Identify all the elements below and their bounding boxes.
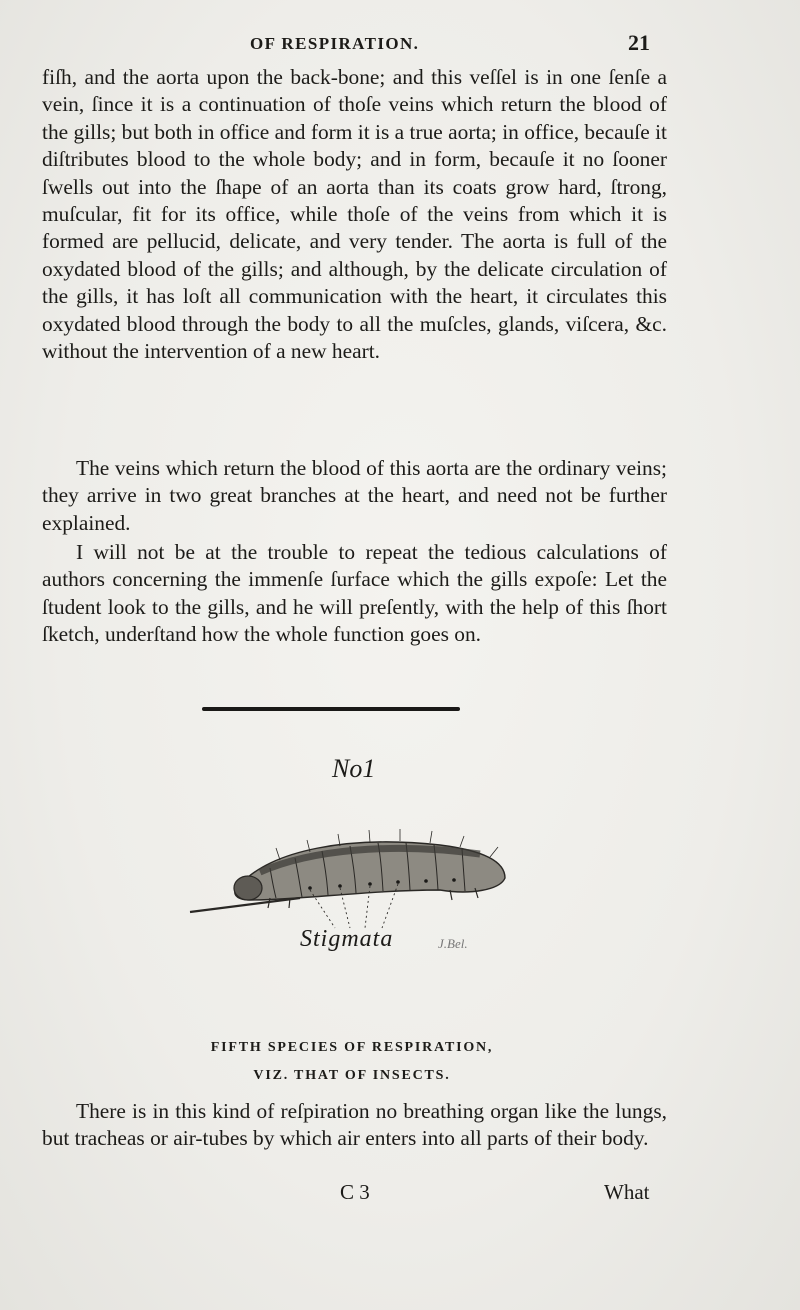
section-heading-line-1: FIFTH SPECIES OF RESPIRATION, (210, 1040, 494, 1055)
body-paragraph-2: The veins which return the blood of this aorta are the ordinary veins; they arrive in two great branches at the heart, and need not be further explained. (42, 456, 667, 535)
figure-caption: Stigmata (300, 926, 394, 952)
page-number: 21 (628, 30, 650, 55)
figure-caterpillar (150, 750, 530, 980)
figure-number: No1 (332, 754, 376, 783)
body-paragraph-1: fiſh, and the aorta upon the back-bone; and this veſſel is in one ſenſe a vein, ſince it is a continuation of thoſe veins which return the blood of the gills; but both in office and form it is a true aorta; in office, becauſe it diſtributes blood to the whole body; and in form, becauſe it no ſooner ſwells out into the ſhape of an aorta than its coats grow hard, ſtrong, muſcular, fit for its office, while thoſe of the veins from which it is formed are pellucid, delicate, and very tender. The aorta is full of the oxydated blood of the gills; and although, by the delicate circulation of the gills, it has loſt all communication with the heart, it circulates this oxydated blood through the body to all the muſcles, glands, viſcera, &c. without the intervention of a new heart. (42, 65, 667, 364)
signature-mark: C 3 (340, 1180, 370, 1204)
separator-rule (202, 707, 460, 711)
section-paragraph: There is in this kind of reſpiration no breathing organ like the lungs, but tracheas or air-tubes by which air enters into all parts of their body. (42, 1099, 667, 1151)
body-paragraph-3: I will not be at the trouble to repeat the tedious calculations of authors concerning the immenſe ſurface which the gills expoſe: Let the ſtudent look to the gills, and he will preſently, with the help of this ſhort ſketch, underſtand how the whole function goes on. (42, 540, 667, 647)
running-head (0, 30, 800, 60)
catchword: What (604, 1180, 650, 1204)
engraver-signature: J.Bel. (438, 936, 468, 951)
running-title: OF RESPIRATION. (250, 34, 420, 53)
section-heading-line-2: VIZ. THAT OF INSECTS. (253, 1068, 451, 1083)
